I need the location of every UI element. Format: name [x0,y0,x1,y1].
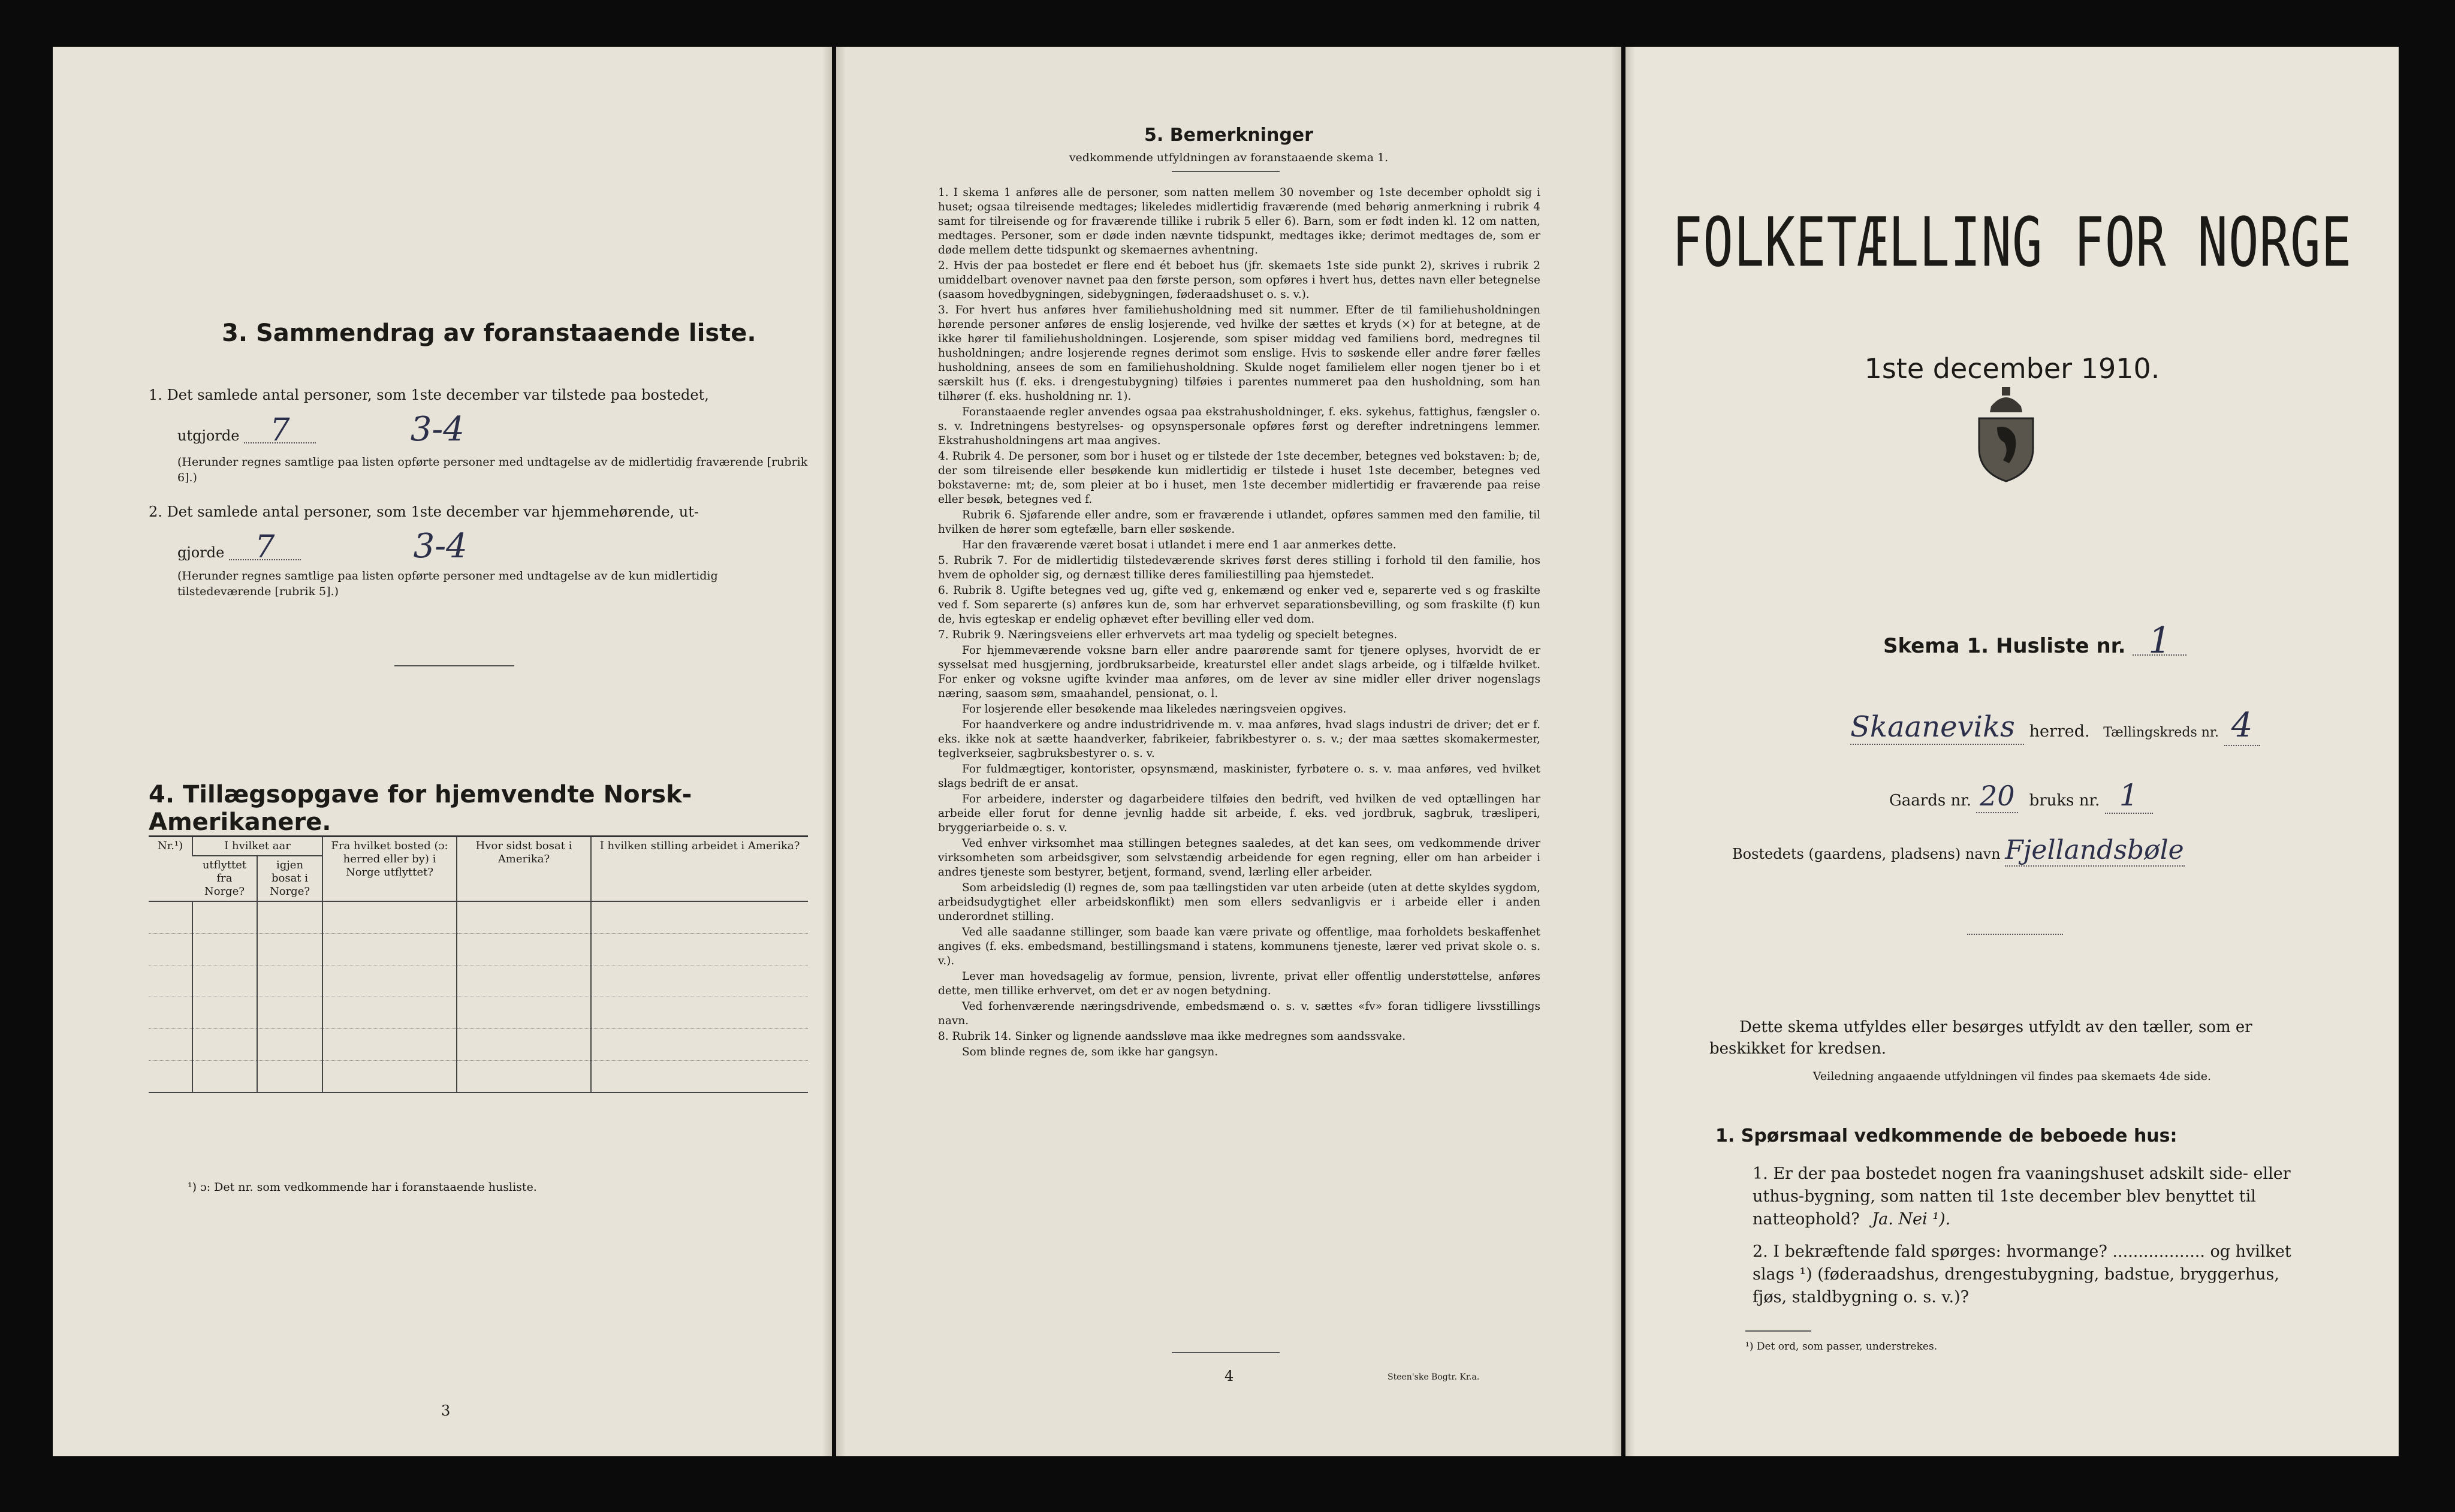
footnote: ¹) Det ord, som passer, understrekes. [1745,1341,1938,1353]
page-right [1625,47,2399,1456]
remark-paragraph: Lever man hovedsagelig av formue, pension, livrente, privat eller offentlig understøttelse, anføres dette, men tillike erhvervet, om det er av nogen betydning. [938,970,1540,997]
col-position: I hvilken stilling arbeidet i Amerika? [591,837,808,902]
question-1-text: 1. Er der paa bostedet nogen fra vaaningshuset adskilt side- eller uthus-bygning, som natten til 1ste december blev benyttet til natteophold? [1753,1164,2291,1229]
printer-mark: Steen'ske Bogtr. Kr.a. [1388,1372,1480,1382]
bruks-nr: 1 [2105,778,2153,814]
page-number: 4 [1225,1368,1234,1384]
bosted-row [1732,835,2185,867]
instruction-note: Veiledning angaaende utfyldningen vil findes paa skemaets 4de side. [1812,1070,2212,1083]
divider [1967,934,2063,935]
form-title: FOLKETÆLLING FOR NORGE [1672,203,2353,282]
col-nr: Nr.¹) [149,837,192,902]
kreds-nr: 4 [2224,706,2260,746]
husliste-nr: 1 [2133,627,2186,656]
table-row [149,901,808,934]
q1-line: 1. Det samlede antal personer, som 1ste december var tilstede paa bostedet, [149,387,709,403]
page-fold-shadow [836,47,846,1456]
table-row [149,934,808,965]
section3-title: 3. Sammendrag av foranstaaende liste. [222,319,756,347]
q1-answer-row [177,410,813,449]
remarks-title: 5. Bemerkninger [1144,125,1313,146]
remark-paragraph: 7. Rubrik 9. Næringsveiens eller erhvervets art maa tydelig og specielt betegnes. [938,629,1398,641]
gaards-nr: 20 [1976,780,2018,813]
section4-title: 4. Tillægsopgave for hjemvendte Norsk-Amerikanere. [149,781,692,836]
remark-paragraph: Ved alle saadanne stillinger, som baade kan være private og offentlige, maa forholdets beskaffenhet angives (f. eks. embedsmand, bestillingsmand i statens, kommunens tjeneste, lærer ved privat skole o. s. v.). [938,926,1540,967]
remark-paragraph: Som arbeidsledig (l) regnes de, som paa tællingstiden var uten arbeide (uten at dette skyldes sygdom, arbeidsudygtighet eller arbeidskonflikt) men som ellers sedvanligvis er i arbeide eller i anden underordnet stilling. [938,882,1540,923]
remark-paragraph: 6. Rubrik 8. Ugifte betegnes ved ug, gifte ved g, enkemænd og enker ved e, separerte ved s og fraskilte ved f. Som separerte (s) anføres kun de, som har erhvervet separationsbevilling, og som fraskilte (f) kun de, hvis egteskap er endelig ophævet efter bevilling eller ved dom. [938,584,1540,626]
col-returned: igjen bosat i Norge? [257,856,322,901]
gaards-label: Gaards nr. [1889,792,1972,810]
remark-paragraph: For haandverkere og andre industridrivende m. v. maa anføres, hvad slags industri de driver; det er f. eks. ikke nok at sætte haandverker, fabrikeier, fabrikbestyrer o. s. v.; der maa sættes skomakermester, teglverkseier, sagbruksbestyrer o. s. v. [938,719,1540,760]
q1-hand-value-a: 7 [244,418,316,443]
divider [394,665,514,666]
page-left [53,47,832,1456]
q2-line: 2. Det samlede antal personer, som 1ste december var hjemmehørende, ut- [149,503,699,520]
page-fold-shadow [822,47,832,1456]
herred-name: Skaaneviks [1850,710,2024,745]
norsk-amerikanere-table [149,835,808,1093]
remark-paragraph: Foranstaaende regler anvendes ogsaa paa ekstrahusholdninger, f. eks. sykehus, fattighus, fængsler o. s. v. Indretningens bestyrelses- og opsynspersonale opføres først og derefter indretningens lemmer. Ekstrahusholdningens art maa angives. [938,406,1540,447]
col-from-where: Fra hvilket bosted (ɔ: herred eller by) i Norge utflyttet? [322,837,457,902]
question-2: 2. I bekræftende fald spørges: hvormange? .................. og hvilket slags ¹) (føderaadshus, drengestubygning, badstue, bryggerhus, fjøs, staldbygning o. s. v.)? [1753,1242,2291,1306]
divider [1172,171,1280,172]
table-row [149,1029,808,1061]
footnote: ¹) ɔ: Det nr. som vedkommende har i foranstaaende husliste. [188,1181,537,1194]
q1-note: (Herunder regnes samtlige paa listen opførte personer med undtagelse av de midlertidig fraværende [rubrik 6].) [177,455,808,484]
col-emigrated: utflyttet fra Norge? [192,856,257,901]
herred-label: herred. [2029,722,2090,741]
bruks-label: bruks nr. [2029,792,2100,810]
table-row [149,1061,808,1093]
table-row [149,997,808,1029]
bosted-label: Bostedets (gaardens, pladsens) navn [1732,846,2001,862]
remarks-body [938,186,1540,1061]
remark-paragraph: Har den fraværende været bosat i utlandet i mere end 1 aar anmerkes dette. [962,539,1397,551]
q2-hand-value-a: 7 [229,535,301,560]
page-number: 3 [441,1402,451,1419]
remark-paragraph: 1. I skema 1 anføres alle de personer, som natten mellem 30 november og 1ste december opholdt sig i huset; ogsaa tilreisende medtages; likeledes midlertidig fraværende (med behørig anmerkning i rubrik 4 samt for tilreisende og for fraværende tillike i rubrik 5 eller 6). Barn, som er født inden kl. 12 om natten, medtages. Personer, som er døde inden nævnte tidspunkt, medtages ikke; derimot medtages de, som er døde mellem dette tidspunkt og skemaernes avhentning. [938,186,1540,256]
instruction-text: Dette skema utfyldes eller besørges utfyldt av den tæller, som er beskikket for kredsen. [1709,1018,2252,1058]
page-middle [836,47,1621,1456]
q1-utgjorde-label: utgjorde [177,427,240,444]
form-date: 1ste december 1910. [1864,352,2160,385]
kreds-label: Tællingskreds nr. [2103,725,2219,740]
remark-paragraph: 4. Rubrik 4. De personer, som bor i huset og er tilstede der 1ste december, betegnes ved bokstaven: b; de, der som tilreisende eller besøkende kun midlertidig er tilstede i huset 1ste december, betegnes ved bokstaverne: mt; de, som pleier at bo i huset, men 1ste december midlertidig er fraværende paa reise eller besøk, betegnes ved f. [938,450,1540,506]
remark-paragraph: Ved forhenværende næringsdrivende, embedsmænd o. s. v. sættes «fv» foran tidligere livsstillings navn. [938,1000,1540,1027]
herred-row [1850,706,2260,746]
q1-hand-value-b: 3-4 [410,410,465,449]
remark-paragraph: 2. Hvis der paa bostedet er flere end ét beboet hus (jfr. skemaets 1ste side punkt 2), skrives i rubrik 2 umiddelbart ovenover navnet paa den første person, som opføres i hvert hus, dettes navn eller betegnelse (saasom hovedbygningen, sidebygningen, føderaadshuset o. s. v.). [938,259,1540,301]
remarks-subtitle: vedkommende utfyldningen av foranstaaende skema 1. [1069,151,1389,164]
table-row [149,965,808,997]
remark-paragraph: For hjemmeværende voksne barn eller andre paarørende samt for tjenere oplyses, hvorvidt de er sysselsat med husgjerning, jordbruksarbeide, kreaturstel eller andet slags arbeide, og i tilfælde hvilket. For enker og voksne ugifte kvinder maa anføres, om de lever av sine midler eller driver nogenslags næring, saasom søm, smaahandel, pensionat, o. l. [938,644,1540,700]
q2-note: (Herunder regnes samtlige paa listen opførte personer med undtagelse av de kun midlertidig tilstedeværende [rubrik 5].) [177,569,718,598]
page-fold-shadow [1612,47,1621,1456]
q2-hand-value-b: 3-4 [413,527,468,566]
remark-paragraph: 5. Rubrik 7. For de midlertidig tilstedeværende skrives først deres stilling i forhold til den familie, hos hvem de opholder sig, og dernæst tillike deres familiestilling paa hjemstedet. [938,554,1540,581]
remark-paragraph: For fuldmægtiger, kontorister, opsynsmænd, maskinister, fyrbøtere o. s. v. maa anføres, ved hvilket slags bedrift de er ansat. [938,763,1540,790]
remark-paragraph: Som blinde regnes de, som ikke har gangsyn. [962,1046,1219,1058]
coat-of-arms-icon [1967,382,2045,484]
questions-header: 1. Spørsmaal vedkommende de beboede hus: [1715,1125,2177,1146]
remark-paragraph: 8. Rubrik 14. Sinker og lignende aandssløve maa ikke medregnes som aandssvake. [938,1030,1406,1043]
skema-row [1883,620,2186,662]
q2-answer-row [177,527,813,566]
skema-label: Skema 1. Husliste nr. [1883,634,2126,658]
question-1 [1753,1163,2316,1231]
gaards-row [1889,778,2153,814]
remark-paragraph: 3. For hvert hus anføres hver familiehusholdning med sit nummer. Efter de til familiehusholdningen hørende personer anføres de enslig losjerende, ved hvilke der sættes et kryds (×) for at betegne, at de ikke hører til familiehusholdningen. Losjerende, som spiser middag ved familiens bord, medregnes til husholdningen; andre losjerende regnes derimot som enslige. Hvis to søskende eller andre fører fælles husholdning, ansees de som en familiehusholdning. Skulde noget familielem eller nogen tjener bo i et særskilt hus (f. eks. i drengestubygning) tilføies i parentes nummeret paa den husholdning, som han tilhører (f. eks. husholdning nr. 1). [938,304,1540,403]
col-last-residence: Hvor sidst bosat i Amerika? [457,837,591,902]
divider [1745,1330,1811,1332]
bosted-name: Fjellandsbøle [2005,835,2184,865]
remark-paragraph: Rubrik 6. Sjøfarende eller andre, som er fraværende i utlandet, opføres sammen med den familie, til hvilken de hører som egtefælle, barn eller søskende. [938,509,1540,536]
question-1-answer: Ja. Nei ¹). [1872,1210,1951,1229]
remark-paragraph: For arbeidere, inderster og dagarbeidere tilføies den bedrift, ved hvilken de ved optællingen har arbeide eller forut for denne jevnlig hadde sit arbeide, f. eks. ved jordbruk, sagbruk, træsliperi, bryggeriarbeide o. s. v. [938,793,1540,834]
col-year-group: I hvilket aar [192,837,322,856]
remark-paragraph: For losjerende eller besøkende maa likeledes næringsveien opgives. [962,703,1347,716]
divider [1172,1352,1280,1353]
remark-paragraph: Ved enhver virksomhet maa stillingen betegnes saaledes, at det kan sees, om vedkommende driver virksomheten som arbeidsgiver, som selvstændig arbeidende for egen regning, eller om han arbeider i andres tjeneste som bestyrer, betjent, formand, svend, lærling eller arbeider. [938,837,1540,879]
q2-gjorde-label: gjorde [177,544,225,561]
